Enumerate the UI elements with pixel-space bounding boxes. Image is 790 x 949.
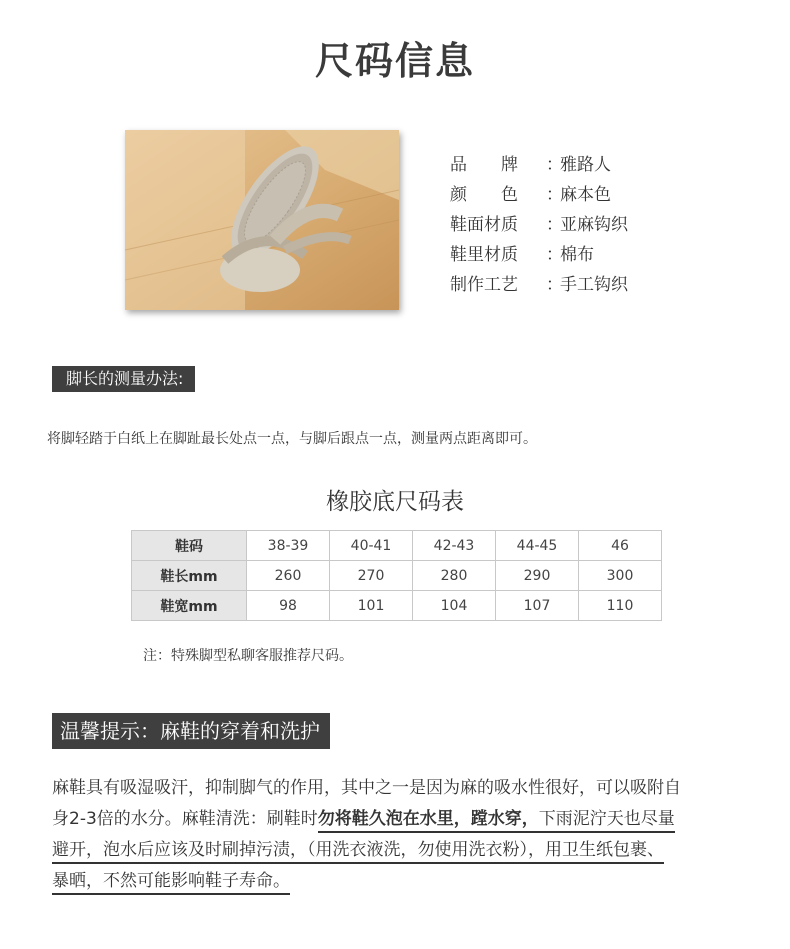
info-row-lining-material	[450, 240, 628, 270]
table-cell: 280	[413, 561, 496, 591]
page-title: 尺码信息	[314, 39, 475, 83]
row-header: 鞋码	[132, 531, 247, 561]
info-label: 颜 色	[450, 185, 518, 205]
care-emphasis: 勿将鞋久泡在水里，蹚水穿，	[318, 809, 539, 833]
measure-heading: 脚长的测量办法:	[52, 366, 195, 392]
info-value: 雅路人	[560, 155, 611, 175]
care-tips-heading: 温馨提示：麻鞋的穿着和洗护	[52, 713, 330, 749]
table-cell: 104	[413, 591, 496, 621]
size-table	[131, 530, 662, 621]
table-cell: 44-45	[496, 531, 579, 561]
info-separator: ：	[546, 185, 563, 205]
info-label: 鞋里材质	[450, 245, 518, 265]
info-row-brand	[450, 150, 628, 180]
table-cell: 42-43	[413, 531, 496, 561]
info-separator: ：	[546, 245, 563, 265]
info-label: 品 牌	[450, 155, 518, 175]
care-line	[52, 866, 742, 897]
info-separator: ：	[546, 275, 563, 295]
table-cell: 300	[579, 561, 662, 591]
table-cell: 46	[579, 531, 662, 561]
info-separator: ：	[546, 215, 563, 235]
product-info-list	[450, 150, 628, 300]
table-row	[132, 561, 662, 591]
table-row	[132, 591, 662, 621]
care-line	[52, 804, 742, 835]
table-cell: 40-41	[330, 531, 413, 561]
size-note: 注：特殊脚型私聊客服推荐尺码。	[143, 648, 353, 664]
info-value: 麻本色	[560, 185, 611, 205]
info-value: 棉布	[560, 245, 594, 265]
info-value: 亚麻钩织	[560, 215, 628, 235]
info-row-craft	[450, 270, 628, 300]
size-table-title: 橡胶底尺码表	[326, 489, 464, 515]
care-text	[52, 773, 742, 897]
info-separator: ：	[546, 155, 563, 175]
table-cell: 260	[247, 561, 330, 591]
care-text-segment: 避开，泡水后应该及时刷掉污渍，（用洗衣液洗，勿使用洗衣粉），用卫生纸包裹、	[52, 840, 664, 864]
product-photo	[125, 130, 399, 310]
row-header: 鞋长mm	[132, 561, 247, 591]
table-row	[132, 531, 662, 561]
table-cell: 38-39	[247, 531, 330, 561]
info-label: 鞋面材质	[450, 215, 518, 235]
care-text-segment: 身2-3倍的水分。麻鞋清洗：刷鞋时	[52, 809, 318, 829]
table-cell: 290	[496, 561, 579, 591]
care-text-segment: 下雨泥泞天也尽量	[539, 809, 675, 833]
care-line: 麻鞋具有吸湿吸汗，抑制脚气的作用，其中之一是因为麻的吸水性很好，可以吸附自	[52, 778, 681, 798]
table-cell: 101	[330, 591, 413, 621]
info-value: 手工钩织	[560, 275, 628, 295]
info-row-upper-material	[450, 210, 628, 240]
measure-instructions: 将脚轻踏于白纸上在脚趾最长处点一点，与脚后跟点一点，测量两点距离即可。	[47, 431, 537, 447]
table-cell: 107	[496, 591, 579, 621]
info-label: 制作工艺	[450, 275, 518, 295]
table-cell: 110	[579, 591, 662, 621]
table-cell: 98	[247, 591, 330, 621]
sandal-photo-image	[125, 130, 399, 310]
care-text-segment: 暴晒，不然可能影响鞋子寿命。	[52, 871, 290, 895]
info-row-color	[450, 180, 628, 210]
row-header: 鞋宽mm	[132, 591, 247, 621]
care-line	[52, 835, 742, 866]
table-cell: 270	[330, 561, 413, 591]
